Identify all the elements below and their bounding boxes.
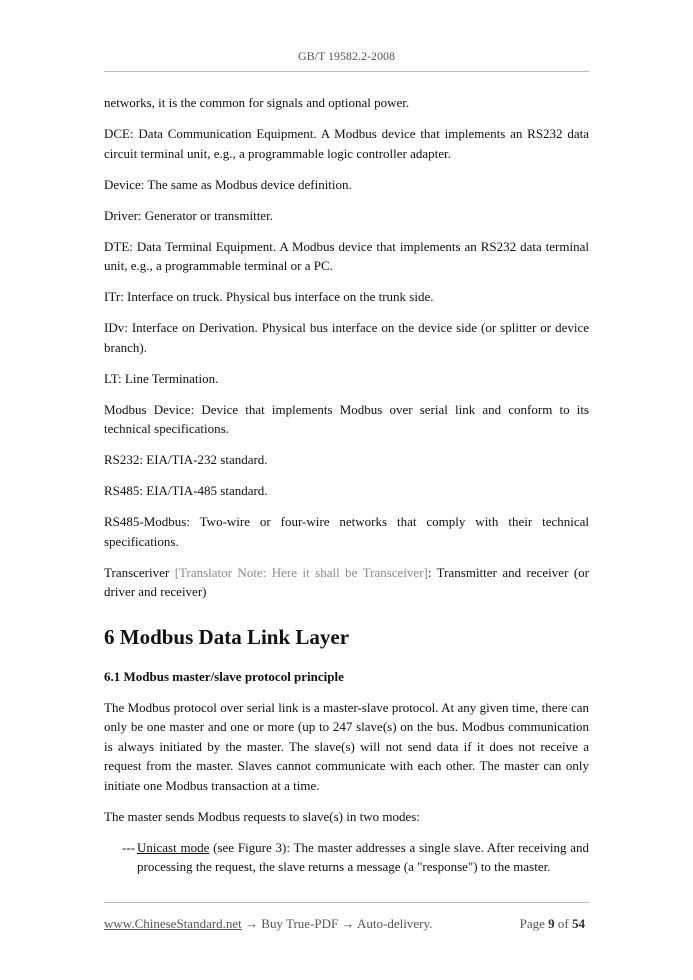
definition-rs485-modbus: RS485-Modbus: Two-wire or four-wire networks that comply with their technical specifications. xyxy=(104,514,589,549)
list-item-unicast xyxy=(122,838,589,877)
definition-idv: IDv: Interface on Derivation. Physical bus interface on the device side (or splitter or device branch). xyxy=(104,320,589,355)
definition-device: Device: The same as Modbus device definition. xyxy=(104,176,352,192)
total-pages: 54 xyxy=(572,916,585,931)
definition-modbus-device: Modbus Device: Device that implements Modbus over serial link and conform to its technical specifications. xyxy=(104,401,589,436)
definition-itr: ITr: Interface on truck. Physical bus interface on the trunk side. xyxy=(104,289,434,304)
translator-note: [Translator Note: Here it shall be Transceiver] xyxy=(174,564,428,580)
footer-promo xyxy=(104,916,432,932)
page-header: GB/T 19582.2-2008 xyxy=(297,49,396,63)
current-page: 9 xyxy=(548,916,555,931)
section-heading: 6 Modbus Data Link Layer xyxy=(104,624,350,649)
delivery-text: Auto-delivery. xyxy=(357,916,433,931)
protocol-paragraph: The Modbus protocol over serial link is a master-slave protocol. At any given time, there can only be one master and one or more (up to 247 slave(s) on the bus. Modbus communication is always initiated by the master. The slave(s) will not send data if it does not receive a request from the master. Slaves cannot communicate with each other. The master can only initiate one Modbus transaction at a time. xyxy=(104,699,589,793)
page-label: Page xyxy=(519,916,545,931)
buy-text: Buy True-PDF xyxy=(261,916,339,931)
definition-dte: DTE: Data Terminal Equipment. A Modbus device that implements an RS232 data terminal unit, e.g., a programmable terminal or a PC. xyxy=(104,238,589,273)
unicast-text: (see Figure 3): The master addresses a single slave. After receiving and processing the request, the slave returns a message (a "response") to the master. xyxy=(137,839,590,874)
definition-rs232: RS232: EIA/TIA-232 standard. xyxy=(104,452,268,467)
subsection-heading: 6.1 Modbus master/slave protocol principle xyxy=(104,668,344,684)
definition-lt: LT: Line Termination. xyxy=(104,370,219,386)
of-label: of xyxy=(557,916,569,931)
transceiver-term: Transceriver xyxy=(104,564,170,580)
arrow-icon: → xyxy=(241,916,262,931)
arrow-icon: → xyxy=(338,916,358,931)
modes-intro-paragraph: The master sends Modbus requests to slave(s) in two modes: xyxy=(104,808,420,824)
bullet-dash: --- xyxy=(122,839,135,855)
definition-dce: DCE: Data Communication Equipment. A Modbus device that implements an RS232 data circuit terminal unit, e.g., a programmable logic controller adapter. xyxy=(104,126,589,161)
header-divider xyxy=(104,71,589,72)
unicast-term: Unicast mode xyxy=(137,839,210,855)
definition-transceiver xyxy=(104,563,589,602)
transceiver-definition: : Transmitter and receiver (or driver and receiver) xyxy=(104,564,590,599)
page-number xyxy=(520,916,585,932)
paragraph-networks: networks, it is the common for signals and optional power. xyxy=(104,95,410,110)
unicast-description xyxy=(137,838,589,877)
definition-driver: Driver: Generator or transmitter. xyxy=(104,207,273,223)
definition-rs485: RS485: EIA/TIA-485 standard. xyxy=(104,483,268,498)
page-body xyxy=(104,93,589,877)
site-link[interactable]: www.ChineseStandard.net xyxy=(104,916,242,931)
footer-divider xyxy=(104,902,589,903)
